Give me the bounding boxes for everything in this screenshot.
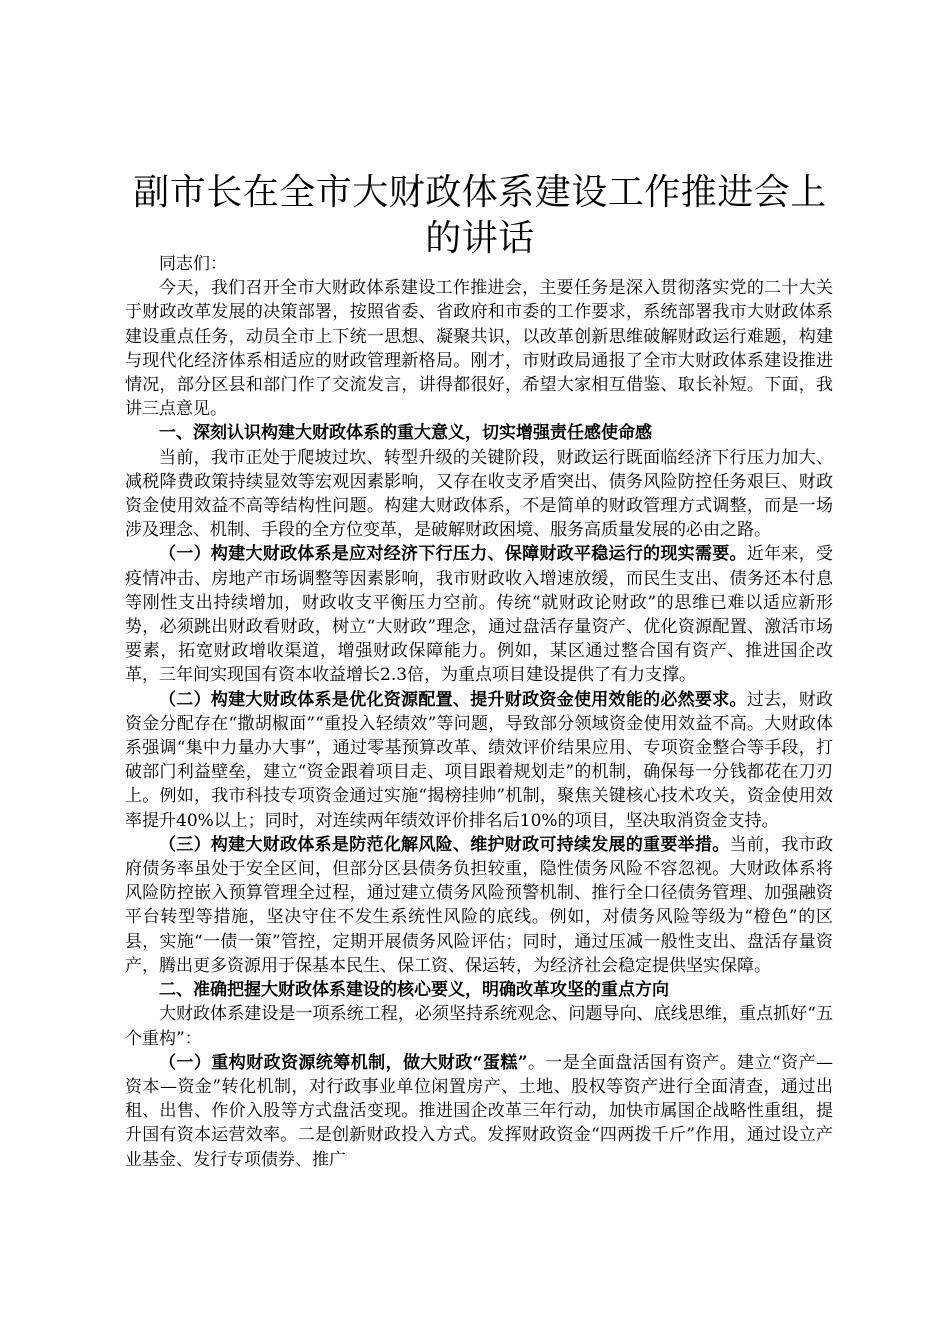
section2-lead-paragraph: 大财政体系建设是一项系统工程，必须坚持系统观念、问题导向、底线思维，重点抓好“五个重构”： — [125, 1004, 833, 1049]
point-heading: （二）构建大财政体系是优化资源配置、提升财政资金使用效能的必然要求。 — [159, 689, 747, 710]
point-heading: （一）重构财政资源统筹机制，做大财政“蛋糕” — [159, 1052, 528, 1073]
point-heading: （三）构建大财政体系是防范化解风险、维护财政可持续发展的重要举措。 — [159, 834, 730, 855]
section-heading-2: 二、准确把握大财政体系建设的核心要义，明确改革攻坚的重点方向 — [159, 980, 669, 1001]
point-text: 过去，财政资金分配存在“撒胡椒面”“重投入轻绩效”等问题，导致部分领域资金使用效益不高。大财政体系强调“集中力量办大事”，通过零基预算改革、绩效评价结果应用、专项资金整合等手段，打破部门利益壁垒，建立“资金跟着项目走、项目跟着规划走”的机制，确保每一分钱都花在刀刃上。例如，我市科技专项资金通过实施“揭榜挂帅”机制，聚焦关键核心技术攻关，资金使用效率提升40%以上；同时，对连续两年绩效评价排名后10%的项目，坚决取消资金支持。 — [125, 689, 834, 831]
point-text: 。一是全面盘活国有资产。建立“资产—资本—资金”转化机制，对行政事业单位闲置房产、土地、股权等资产进行全面清查，通过出租、出售、作价入股等方式盘活变现。推进国企改革三年行动，加快市属国企战略性重组，提升国有资本运营效率。二是创新财政投入方式。发挥财政资金“四两拨千斤”作用，通过设立产业基金、发行专项债券、推广 — [125, 1052, 833, 1170]
document-title: 副市长在全市大财政体系建设工作推进会上的讲话 — [133, 172, 827, 259]
section1-point-1 — [125, 542, 833, 687]
point-heading: （一）构建大财政体系是应对经济下行压力、保障财政平稳运行的现实需要。 — [159, 544, 747, 565]
section1-lead-paragraph: 当前，我市正处于爬坡过坎、转型升级的关键阶段，财政运行既面临经济下行压力加大、减税降费政策持续显效等宏观因素影响，又存在收支矛盾突出、债务风险防控任务艰巨、财政资金使用效益不高等结构性问题。构建大财政体系，不是简单的财政管理方式调整，而是一场涉及理念、机制、手段的全方位变革，是破解财政困境、服务高质量发展的必由之路。 — [125, 447, 833, 541]
point-text: 当前，我市政府债务率虽处于安全区间，但部分区县债务负担较重，隐性债务风险不容忽视。大财政体系将风险防控嵌入预算管理全过程，通过建立债务风险预警机制、推行全口径债务管理、加强融资平台转型等措施，坚决守住不发生系统性风险的底线。例如，对债务风险等级为“橙色”的区县，实施“一债一策”管控，定期开展债务风险评估；同时，通过压减一般性支出、盘活存量资产，腾出更多资源用于保基本民生、保工资、保运转，为经济社会稳定提供坚实保障。 — [125, 834, 834, 976]
section-heading-1: 一、深刻认识构建大财政体系的重大意义，切实增强责任感使命感 — [159, 423, 652, 444]
point-text: 近年来，受疫情冲击、房地产市场调整等因素影响，我市财政收入增速放缓，而民生支出、债务还本付息等刚性支出持续增加，财政收支平衡压力空前。传统“就财政论财政”的思维已难以适应新形势，必须跳出财政看财政，树立“大财政”理念，通过盘活存量资产、优化资源配置、激活市场要素，拓宽财政增收渠道，增强财政保障能力。例如，某区通过整合国有资产、推进国企改革，三年间实现国有资本收益增长2.3倍，为重点项目建设提供了有力支撑。 — [125, 544, 834, 686]
section2-point-1 — [125, 1051, 833, 1172]
document-body — [125, 252, 833, 1172]
intro-paragraph: 今天，我们召开全市大财政体系建设工作推进会，主要任务是深入贯彻落实党的二十大关于财政改革发展的决策部署，按照省委、省政府和市委的工作要求，系统部署我市大财政体系建设重点任务，动员全市上下统一思想、凝聚共识，以改革创新思维破解财政运行难题，构建与现代化经济体系相适应的财政管理新格局。刚才，市财政局通报了全市大财政体系建设推进情况，部分区县和部门作了交流发言，讲得都很好，希望大家相互借鉴、取长补短。下面，我讲三点意见。 — [125, 278, 833, 420]
section1-point-2 — [125, 688, 833, 833]
section1-point-3 — [125, 833, 833, 978]
salutation: 同志们： — [159, 254, 227, 274]
